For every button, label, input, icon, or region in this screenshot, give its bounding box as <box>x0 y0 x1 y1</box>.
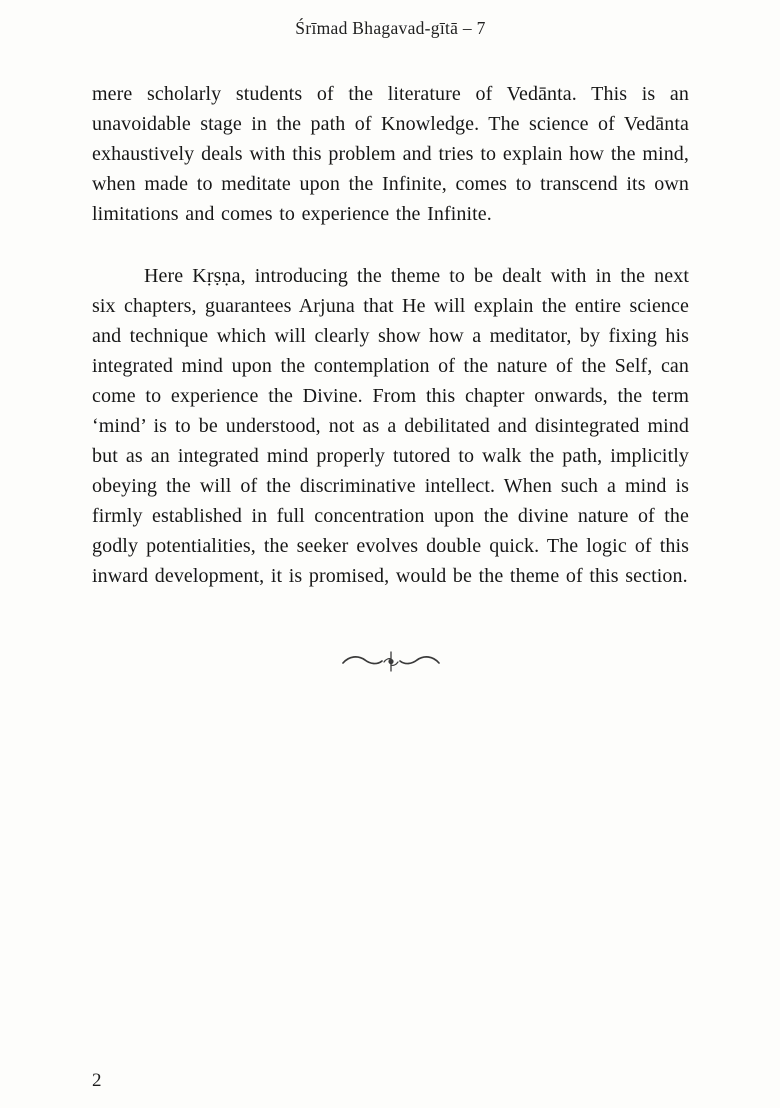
page-body <box>92 79 689 591</box>
running-header: Śrīmad Bhagavad-gītā – 7 <box>295 18 486 38</box>
paragraph: mere scholarly students of the literature of Vedānta. This is an unavoidable stage in the path of Knowledge. The science of Vedānta exhaustively deals with this problem and tries to explain how the mind, when made to meditate upon the Infinite, comes to transcend its own limitations and comes to experience the Infinite. <box>92 83 689 225</box>
paragraph: Here Kṛṣṇa, introducing the theme to be dealt with in the next six chapters, guarantees Arjuna that He will explain the entire science and technique which will clearly show how a meditator, by fixing his integrated mind upon the contemplation of the nature of the Self, can come to experience the Divine. From this chapter onwards, the term ‘mind’ is to be understood, not as a debilitated and disintegrated mind but as an integrated mind properly tutored to walk the path, implicitly obeying the will of the discriminative intellect. When such a mind is firmly established in full concentration upon the divine nature of the godly potentialities, the seeker evolves double quick. The logic of this inward development, it is promised, would be the theme of this section. <box>92 265 689 587</box>
ornament-divider-icon <box>92 649 689 675</box>
page-number: 2 <box>92 1070 102 1091</box>
